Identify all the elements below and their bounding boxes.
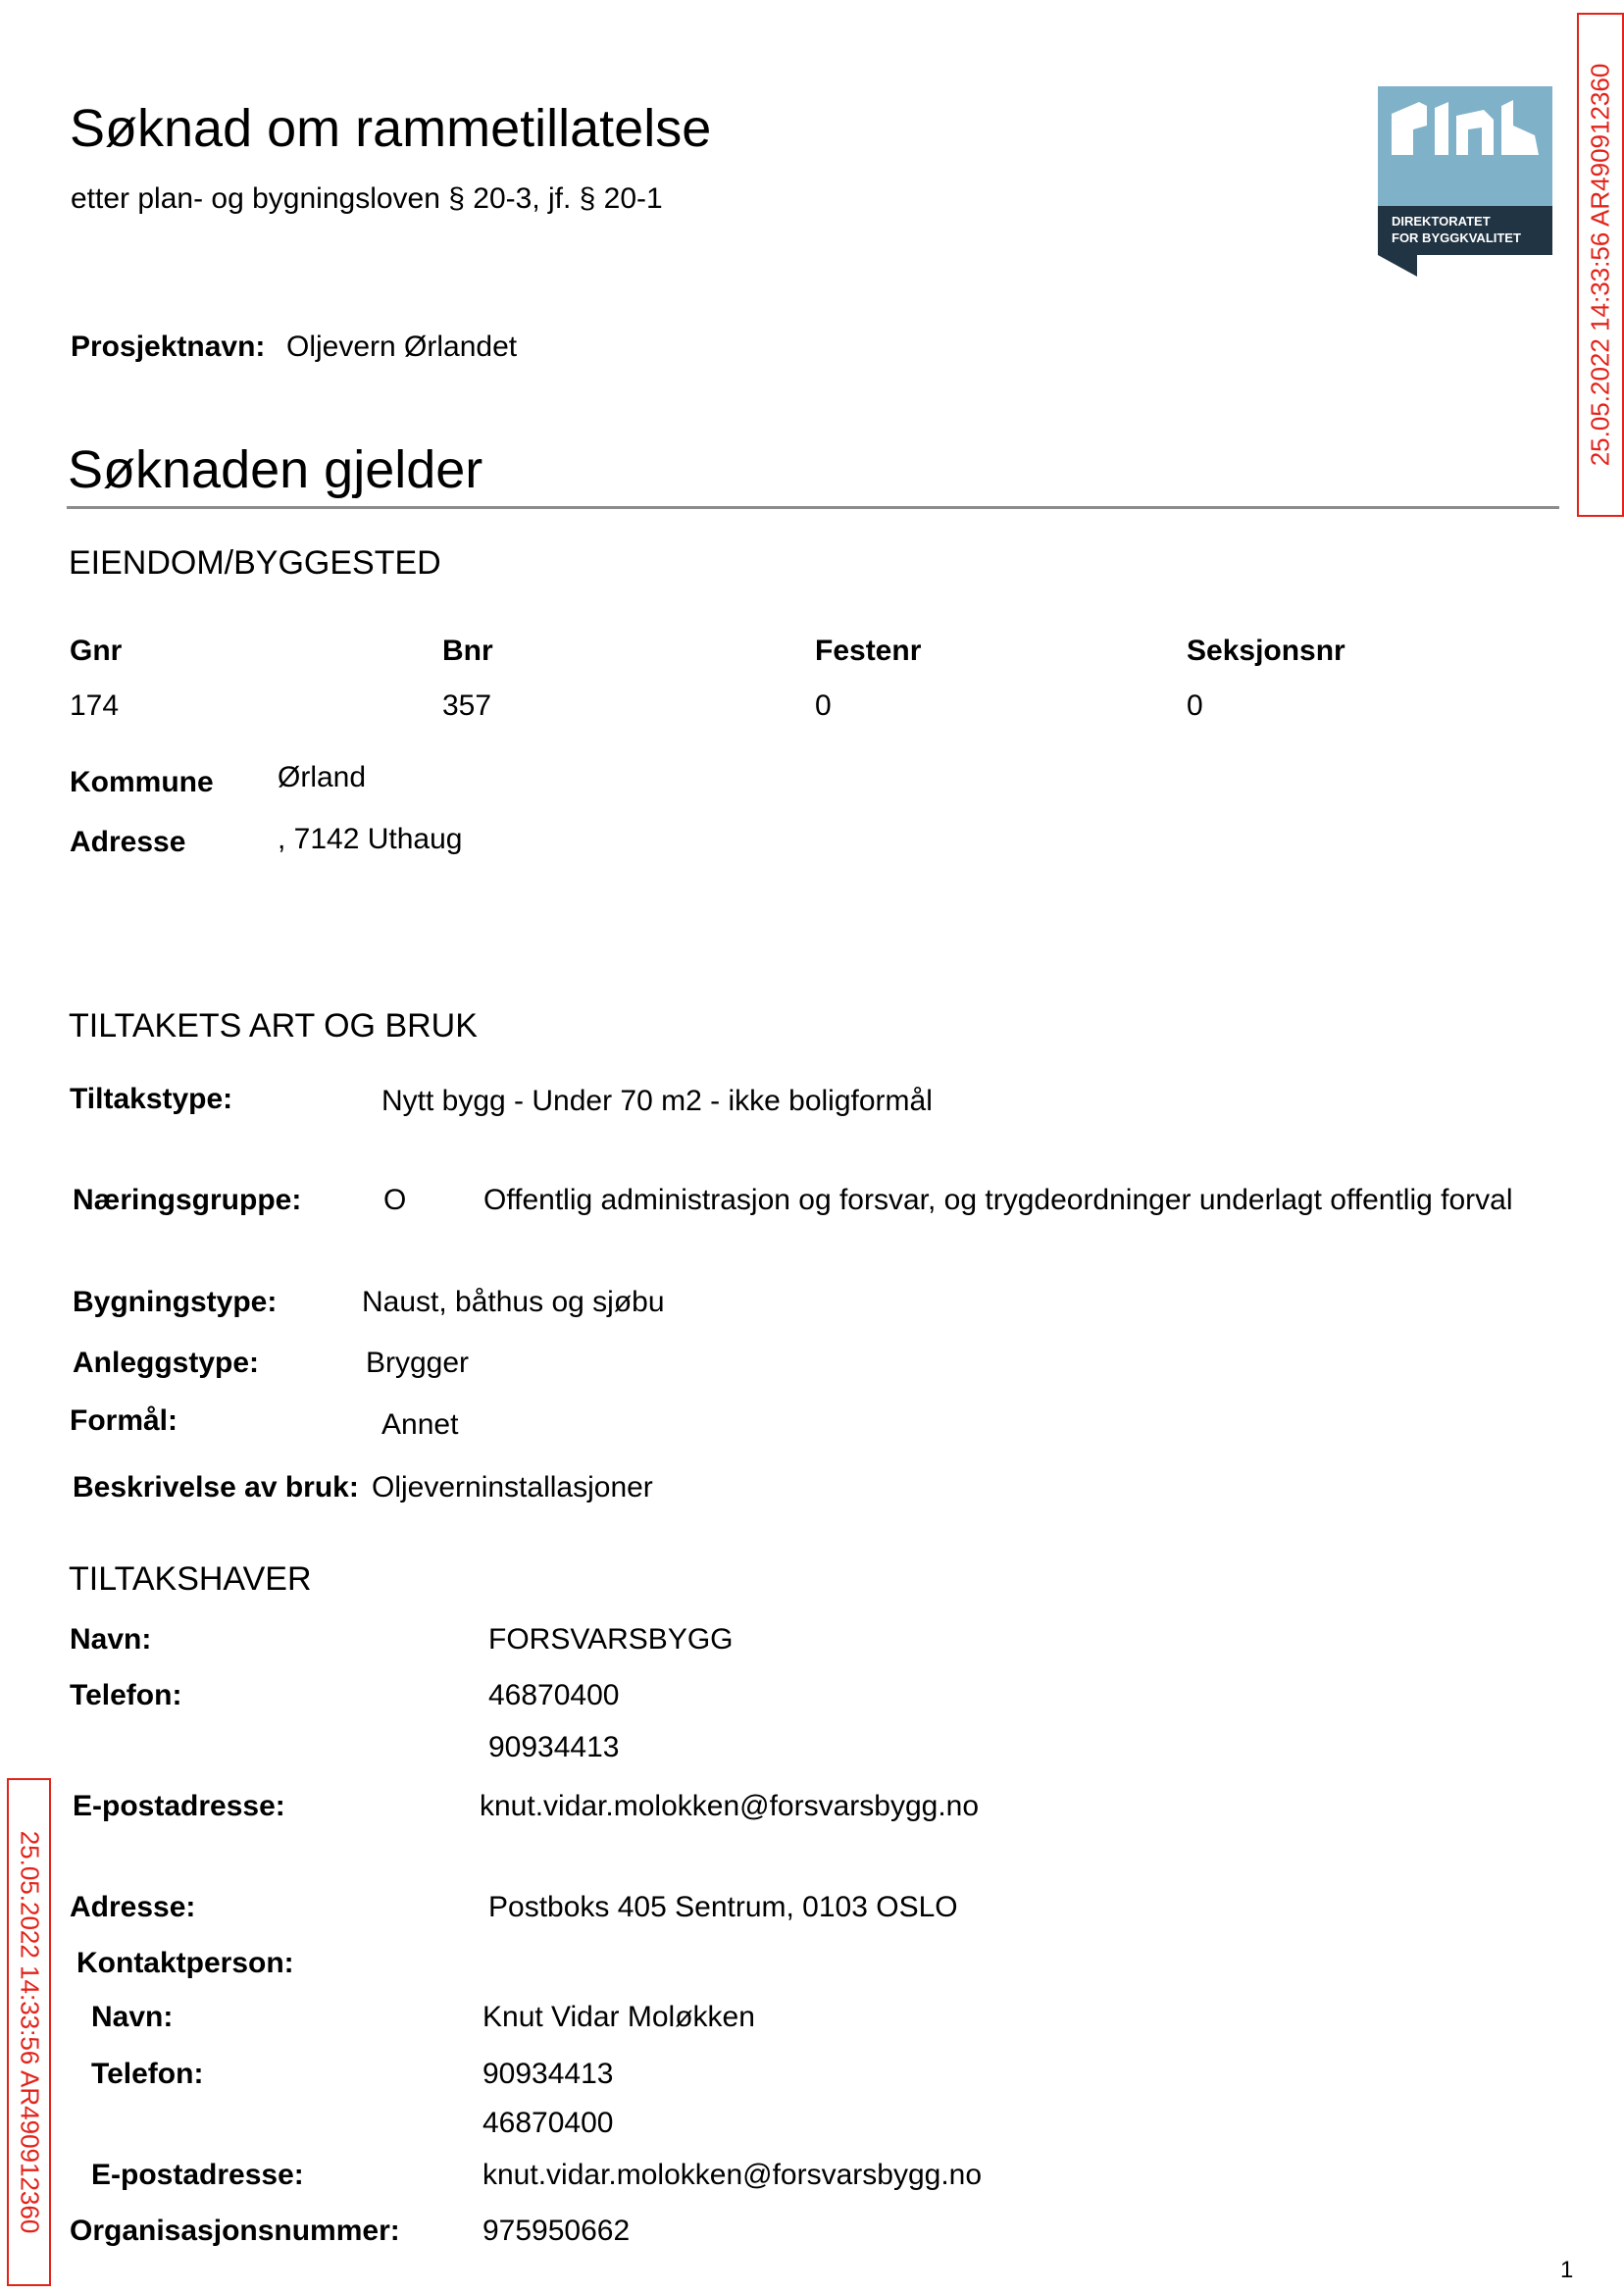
tiltakshaver-adresse-value: Postboks 405 Sentrum, 0103 OSLO: [488, 1891, 958, 1923]
formaal-value: Annet: [381, 1408, 459, 1441]
tiltak-heading: TILTAKETS ART OG BRUK: [69, 1007, 478, 1045]
project-name-label: Prosjektnavn:: [71, 331, 266, 363]
festenr-label: Festenr: [815, 635, 922, 667]
beskrivelse-value: Oljeverninstallasjoner: [372, 1471, 653, 1504]
anleggstype-value: Brygger: [366, 1347, 470, 1379]
naeringsgruppe-code: O: [383, 1184, 407, 1216]
page-number: 1: [1560, 2257, 1574, 2283]
kontakt-epost-value: knut.vidar.molokken@forsvarsbygg.no: [482, 2159, 983, 2191]
section-title: Søknaden gjelder: [68, 440, 483, 499]
bygningstype-value: Naust, båthus og sjøbu: [362, 1286, 665, 1318]
telefon-value-2: 90934413: [488, 1731, 620, 1763]
logo-line-2: FOR BYGGKVALITET: [1392, 230, 1521, 245]
document-title: Søknad om rammetillatelse: [70, 99, 712, 158]
anleggstype-label: Anleggstype:: [73, 1347, 260, 1379]
festenr-value: 0: [815, 689, 832, 722]
epost-value: knut.vidar.molokken@forsvarsbygg.no: [480, 1790, 980, 1822]
kontakt-navn-value: Knut Vidar Moløkken: [482, 2001, 755, 2033]
logo-line-1: DIREKTORATET: [1392, 214, 1491, 229]
kontakt-epost-label: E-postadresse:: [91, 2159, 304, 2191]
dibk-logo-icon: [1378, 86, 1552, 277]
kommune-value: Ørland: [278, 761, 367, 793]
adresse-value: , 7142 Uthaug: [278, 823, 463, 855]
kontaktperson-label: Kontaktperson:: [76, 1947, 294, 1979]
kontakt-telefon-label: Telefon:: [91, 2058, 204, 2090]
navn-label: Navn:: [70, 1623, 152, 1656]
bnr-label: Bnr: [442, 635, 493, 667]
kommune-label: Kommune: [70, 766, 214, 798]
tiltakshaver-adresse-label: Adresse:: [70, 1891, 196, 1923]
seksjonsnr-value: 0: [1187, 689, 1203, 722]
tiltakstype-value: Nytt bygg - Under 70 m2 - ikke boligformål: [381, 1085, 933, 1117]
section-divider: [67, 506, 1559, 509]
kontakt-navn-label: Navn:: [91, 2001, 174, 2033]
kontakt-telefon-value-2: 46870400: [482, 2107, 614, 2139]
adresse-label: Adresse: [70, 826, 186, 858]
gnr-value: 174: [70, 689, 120, 722]
tiltakshaver-heading: TILTAKSHAVER: [69, 1560, 312, 1598]
navn-value: FORSVARSBYGG: [488, 1623, 734, 1656]
telefon-value-1: 46870400: [488, 1679, 620, 1711]
beskrivelse-label: Beskrivelse av bruk:: [73, 1471, 359, 1504]
epost-label: E-postadresse:: [73, 1790, 285, 1822]
gnr-label: Gnr: [70, 635, 123, 667]
bygningstype-label: Bygningstype:: [73, 1286, 278, 1318]
orgnr-value: 975950662: [482, 2215, 631, 2247]
eiendom-heading: EIENDOM/BYGGESTED: [69, 544, 441, 582]
timestamp-stamp-side: 25.05.2022 14:33:56 AR490912360: [7, 1778, 51, 2286]
naeringsgruppe-value: Offentlig administrasjon og forsvar, og trygdeordninger underlagt offentlig forval: [483, 1184, 1513, 1216]
seksjonsnr-label: Seksjonsnr: [1187, 635, 1345, 667]
kontakt-telefon-value-1: 90934413: [482, 2058, 614, 2090]
project-name-value: Oljevern Ørlandet: [286, 331, 518, 363]
tiltakstype-label: Tiltakstype:: [70, 1083, 233, 1115]
orgnr-label: Organisasjonsnummer:: [70, 2215, 400, 2247]
bnr-value: 357: [442, 689, 492, 722]
telefon-label: Telefon:: [70, 1679, 182, 1711]
formaal-label: Formål:: [70, 1404, 178, 1437]
timestamp-stamp-top: 25.05.2022 14:33:56 AR490912360: [1577, 13, 1624, 517]
document-subtitle: etter plan- og bygningsloven § 20-3, jf. § 20-1: [71, 182, 663, 215]
naeringsgruppe-label: Næringsgruppe:: [73, 1184, 302, 1216]
